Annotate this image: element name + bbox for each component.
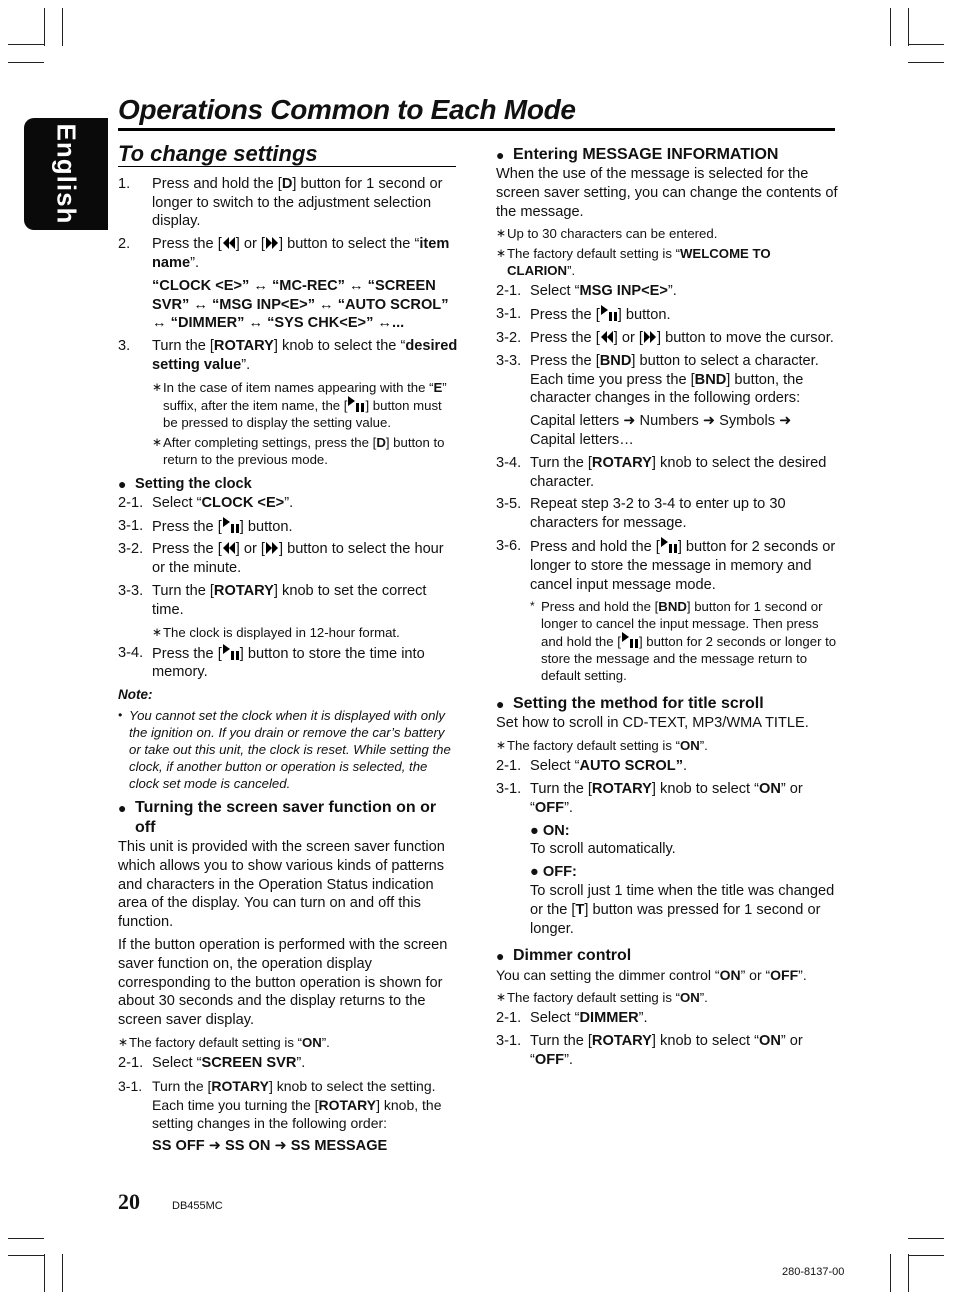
play-pause-icon <box>222 644 240 660</box>
language-label: English <box>51 123 82 225</box>
crop-mark <box>908 44 944 45</box>
dimmer-step-2-1: 2-1. Select “DIMMER”. <box>496 1010 648 1027</box>
msg-step-3-2: 3-2. Press the [ ] or [ ] button to move the cursor. <box>496 329 834 346</box>
crop-mark <box>908 1238 944 1239</box>
page-number: 20 <box>118 1189 140 1214</box>
paragraph: If the button operation is performed with the screen saver function on, the operation display corresponding to the button operation is shown for about 30 seconds and the display returns to the screen saver display. <box>118 936 448 1029</box>
note-label: Note: <box>118 687 153 703</box>
scroll-step-2-1: 2-1. Select “AUTO SCROL”. <box>496 758 688 775</box>
crop-mark <box>908 8 909 46</box>
play-pause-icon <box>347 396 365 412</box>
msg-step-3-4: 3-4. Turn the [ROTARY] knob to select the desired character. <box>496 454 827 490</box>
crop-mark <box>908 1254 909 1292</box>
msg-step-3-5: 3-5. Repeat step 3-2 to 3-4 to enter up to 30 characters for message. <box>496 496 786 532</box>
next-icon <box>643 330 657 344</box>
document-code: 280-8137-00 <box>782 1266 845 1278</box>
dimmer-title: ● Dimmer control <box>496 946 838 966</box>
crop-mark <box>44 8 45 46</box>
scroll-step-3-1: 3-1. Turn the [ROTARY] knob to select “ON” or “OFF”. <box>496 780 803 816</box>
crop-mark <box>908 62 944 63</box>
item-chain: “CLOCK <E>” ↔ “MC-REC” ↔ “SCREEN SVR” ↔ “MSG INP<E>” ↔ “AUTO SCROL” ↔ “DIMMER” ↔ “SYS CHK<E>” ↔... <box>152 277 449 332</box>
note-item: ∗ The factory default setting is “ON”. <box>496 990 708 1006</box>
title-rule <box>118 128 835 131</box>
option-on-text: To scroll automatically. <box>530 841 676 858</box>
note-item: ∗ After completing settings, press the [D] button to return to the previous mode. <box>152 434 445 467</box>
message-title: ● Entering MESSAGE INFORMATION <box>496 145 838 165</box>
clock-step-3-1: 3-1. Press the [ ] button. <box>118 517 293 535</box>
crop-mark <box>62 8 63 46</box>
crop-mark <box>890 1254 891 1292</box>
crop-mark <box>908 1255 944 1256</box>
section-title: To change settings <box>118 141 456 167</box>
scroll-title: ● Setting the method for title scroll <box>496 694 838 714</box>
clock-title: ● Setting the clock <box>118 474 458 494</box>
note-item: * Press and hold the [BND] button for 1 second or longer to cancel the input message. Then press and hold the [ ] button for 2 seconds or longer to store the message and the message return to default setting. <box>530 599 837 684</box>
note-item: • You cannot set the clock when it is displayed with only the ignition on. If you drain or remove the car’s battery or take out this unit, the clock is reset. While setting the clock, if another button or operation is selected, the clock set mode is canceled. <box>118 707 451 791</box>
paragraph: When the use of the message is selected for the screen saver setting, you can change the contents of the message. <box>496 166 838 220</box>
ss-step-2-1: 2-1. Select “SCREEN SVR”. <box>118 1054 306 1071</box>
crop-mark <box>8 44 44 45</box>
clock-step-3-4: 3-4. Press the [ ] button to store the time into memory. <box>118 644 425 681</box>
paragraph: Set how to scroll in CD-TEXT, MP3/WMA TITLE. <box>496 715 809 732</box>
page-title: Operations Common to Each Mode <box>118 94 576 125</box>
msg-step-3-1: 3-1. Press the [ ] button. <box>496 306 671 324</box>
note-item: ∗ Up to 30 characters can be entered. <box>496 226 718 242</box>
note-item: ∗ The factory default setting is “ON”. <box>118 1034 330 1050</box>
msg-step-3-6: 3-6. Press and hold the [ ] button for 2 seconds or longer to store the message in memory and cancel input message mode. <box>496 537 836 593</box>
crop-mark <box>8 1238 44 1239</box>
paragraph: You can setting the dimmer control “ON” or “OFF”. <box>496 967 807 984</box>
model-number: DB455MC <box>172 1200 223 1212</box>
step-1: 1. Press and hold the [D] button for 1 second or longer to switch to the adjustment selection display. <box>118 175 443 230</box>
language-tab <box>24 118 108 230</box>
prev-icon <box>222 541 236 555</box>
msg-step-3-3: 3-3. Press the [BND] button to select a character. Each time you press the [BND] button, the character changes in the following orders: <box>496 352 819 407</box>
play-pause-icon <box>621 632 639 648</box>
screen-saver-title: ● Turning the screen saver function on or off <box>118 798 458 838</box>
crop-mark <box>44 1254 45 1292</box>
left-column <box>118 141 458 1160</box>
prev-icon <box>222 236 236 250</box>
msg-step-2-1: 2-1. Select “MSG INP<E>”. <box>496 283 677 300</box>
option-off-label: ● OFF: <box>530 864 577 881</box>
note-item: ∗ The clock is displayed in 12-hour format. <box>152 624 400 640</box>
clock-step-2-1: 2-1. Select “CLOCK <E>”. <box>118 494 294 511</box>
paragraph: This unit is provided with the screen saver function which allows you to show various kinds of patterns and characters in the Operation Status indication area of the display. You can turn on and off this function. <box>118 838 445 931</box>
play-pause-icon <box>600 305 618 321</box>
right-column <box>496 141 838 1074</box>
prev-icon <box>600 330 614 344</box>
play-pause-icon <box>660 537 678 553</box>
crop-mark <box>8 1255 44 1256</box>
crop-mark <box>62 1254 63 1292</box>
clock-step-3-3: 3-3. Turn the [ROTARY] knob to set the correct time. <box>118 582 427 618</box>
option-off-text: To scroll just 1 time when the title was changed or the [T] button was pressed for 1 second or longer. <box>530 882 835 937</box>
option-on-label: ● ON: <box>530 822 570 839</box>
dimmer-step-3-1: 3-1. Turn the [ROTARY] knob to select “ON” or “OFF”. <box>496 1032 803 1068</box>
crop-mark <box>8 62 44 63</box>
ss-order: SS OFF ➜ SS ON ➜ SS MESSAGE <box>152 1138 388 1155</box>
note-item: ∗ The factory default setting is “ON”. <box>496 738 708 754</box>
note-item: ∗ In the case of item names appearing with the “E” suffix, after the item name, the [ ] button must be pressed to display the setting value. <box>152 379 447 430</box>
step-3: 3. Turn the [ROTARY] knob to select the “desired setting value”. <box>118 338 458 373</box>
msg-order: Capital letters ➜ Numbers ➜ Symbols ➜ Capital letters… <box>530 413 792 448</box>
clock-step-3-2: 3-2. Press the [ ] or [ ] button to select the hour or the minute. <box>118 541 444 577</box>
ss-step-3-1: 3-1. Turn the [ROTARY] knob to select the setting. Each time you turning the [ROTARY] knob, the setting changes in the following order: <box>118 1077 442 1132</box>
crop-mark <box>890 8 891 46</box>
next-icon <box>265 541 279 555</box>
play-pause-icon <box>222 517 240 533</box>
next-icon <box>265 236 279 250</box>
note-item: ∗ The factory default setting is “WELCOME TO CLARION”. <box>496 246 771 279</box>
step-2: 2. Press the [ ] or [ ] button to select the “item name”. <box>118 236 450 271</box>
